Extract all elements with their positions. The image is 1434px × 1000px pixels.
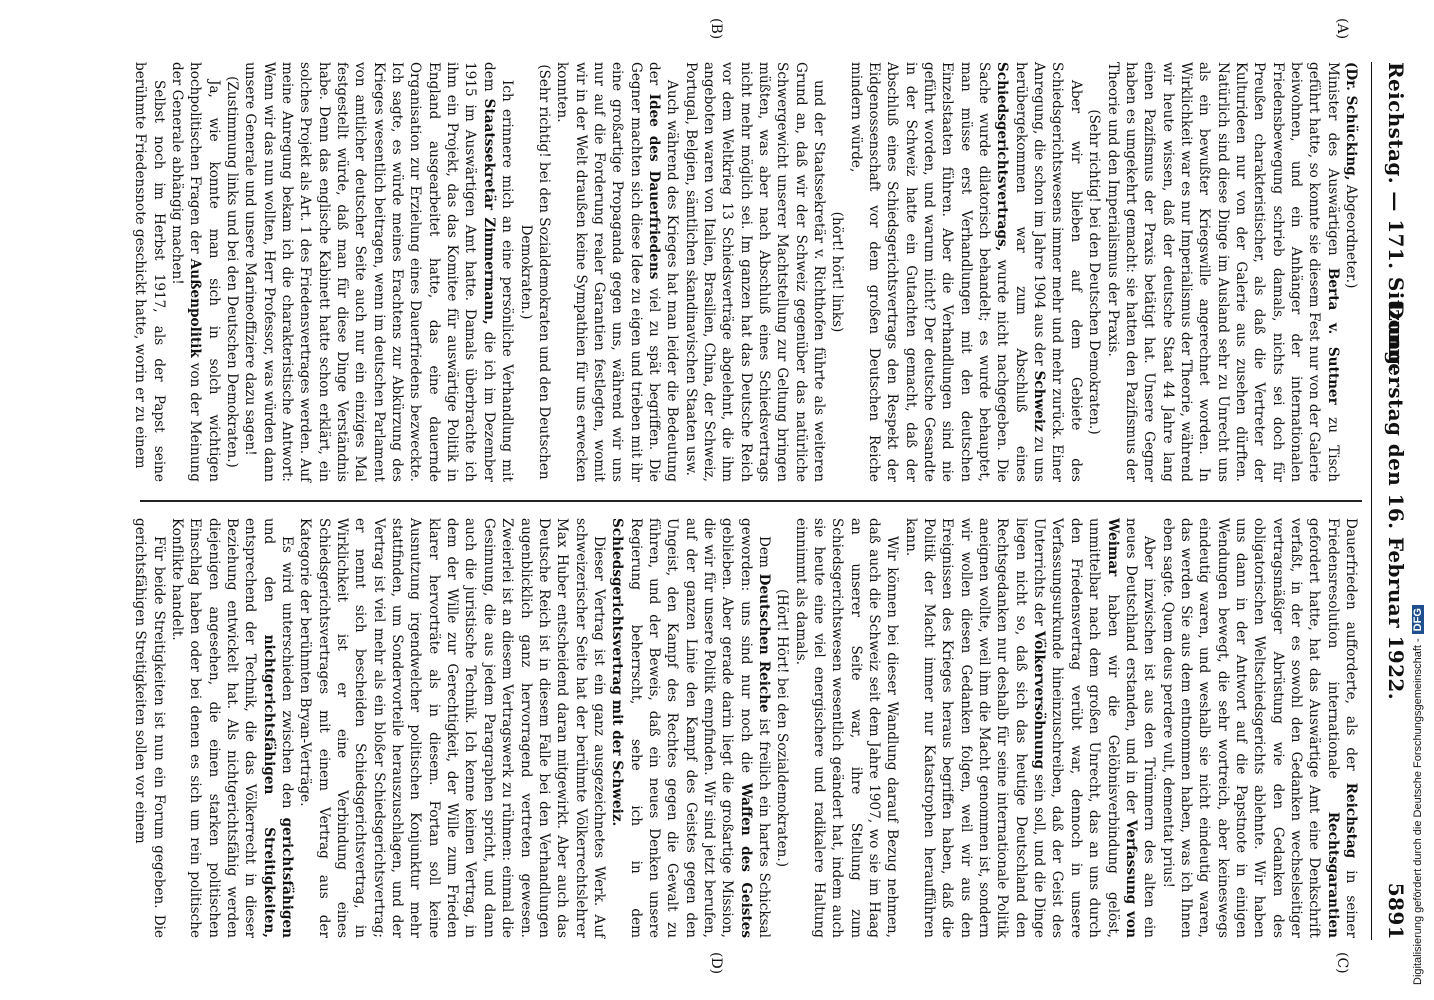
margin-marker-c: (C)	[1334, 952, 1350, 974]
paragraph	[1158, 518, 1360, 938]
right-column	[131, 518, 1360, 938]
emphasis: Schiedsgerichtsvertrags,	[994, 62, 1011, 252]
interjection: (hört! hört! links)	[829, 211, 846, 333]
margin-marker-b: (B)	[708, 18, 724, 40]
text-run: sein soll, und die Dinge liegen nicht so, daß sich das heutige Deutschland den Rechtsgedanken nur deshalb für seine internationale Politik aneignen wollte, weil ihm die Macht genommen ist, sondern wir wollen diesen Gedanken folgen, weil wir aus den Ereignissen des Krieges heraus begriffen haben, daß die Politik der Macht immer nur Katastrophen heraufführen kann.	[902, 518, 1048, 939]
text-run: und den	[260, 518, 277, 603]
emphasis: nichtgerichtsfähigen Streitigkeiten,	[260, 634, 277, 938]
digitization-note	[1412, 5, 1424, 985]
interjection: (Hört! Hört! bei den Sozialdemokraten.)	[774, 588, 791, 868]
emphasis: Staatssekretär Zimmermann,	[480, 98, 497, 325]
paragraph	[901, 518, 1158, 938]
text-run: Auch während des Krieges hat man leider die Bedeutung der	[645, 62, 681, 482]
page-header	[1371, 62, 1414, 940]
text-run: Ja, wie konnte man sich in solch wichtigen hochpolitischen Fragen der	[187, 62, 222, 482]
paragraph	[241, 62, 516, 482]
emphasis: Idee des Dauerfriedens	[645, 93, 662, 280]
header-left: Reichstag. — 171. Sitzung.	[1384, 62, 1408, 373]
dfg-logo: DFG	[1412, 605, 1424, 634]
text-run: geblieben. Aber gerade darin liegt die großartige Mission, die wir für unsere Politik empfinden. Wir sind jetzt berufen, auf der ganzen Linie den Kampf des Geistes gegen den Ungeist, den Kampf des Rechtes gegen die Gewalt zu führen, und der Beweis, daß ein neues Denken unsere Regierung beherrscht, sehe ich in dem	[627, 518, 736, 938]
speaker-role: Abgeordneter.)	[1343, 184, 1359, 289]
emphasis: Rechtsgarantien	[1324, 811, 1341, 938]
digitization-text: Digitalisierung gefördert durch die Deutsche Forschungsgemeinschaft -	[1412, 638, 1424, 985]
text-run: viel zu spät begriffen. Die Gegner machten sich diese Idee zu eigen und trieben mit ihr eine großartige Propaganda gegen uns, während wir uns nur auf die Forderung realer Garantien festlegten, womit wir in der Welt draußen keine Sympathien für uns erwecken konnten.	[554, 62, 662, 482]
text-run: Dauerfrieden aufforderte, als der	[1343, 518, 1359, 771]
text-run: haben wir die Gelöbnisverbindung gelöst, unmittelbar nach dem großen Unrecht, das an uns durch den Friedensvertrag verübt war, dennoch in unsere Verfassungsurkunde hineinzuschreiben, daß der Geist des Unterrichts der	[1031, 518, 1121, 938]
paragraph	[846, 62, 1084, 482]
text-run: zu uns herübergekommen war zum Abschluß eines	[1012, 62, 1048, 482]
emphasis: gerichtsfähigen	[279, 817, 296, 938]
text-run: die ich im Dezember 1915 im Auswärtigen Amt hatte. Damals überbrachte ich ihm ein Projekt, das das Komitee für auswärtige Politik in England ausgearbeitet hatte, das eine dauernde Organisation zur Erzielung eines Dauerfriedens bezweckte. Ich sagte, es würde meines Erachtens zur Abkürzung des Krieges wesentlich beitragen, wenn im deutschen Parlament von amtlicher deutscher Seite auch nur ein einziges Mal festgestellt würde, daß man für diese Dinge Verständnis habe. Denn das englische Kabinett hatte schon erklärt, ein solches Projekt als Art. 1 des Friedensvertrages werden. Auf meine Anregung bekam ich die charakteristische Antwort: Wenn wir das nun wollten, Herr Professor, was würden dann unsere Generale und unsere Marineoffiziere dazu sagen!	[242, 62, 497, 483]
emphasis: Außenpolitik	[187, 258, 204, 358]
emphasis: Deutschen Reiche	[756, 573, 772, 713]
paragraph: Dieser Vertrag ist ein ganz ausgezeichnetes Werk. Auf schweizerischer Seite hat der berühmte Völkerrechtslehrer Max Huber entscheidend daran mitgewirkt. Aber auch das Deutsche Reich ist in diesem Falle bei den Verhandlungen augenblicklich ganz hervorragend vertreten gewesen. Zweierlei ist an diesem Vertragswerk zu rühmen: einmal die Gesinnung, die aus jedem Paragraphen spricht, und dann auch die juristische Technik. Ich kenne keinen Vertrag, in dem der Wille zur Gerechtigkeit, der Wille zum Frieden klarer hervorträte als in diesem. Fortan soll keine Ausnutzung irgendwelcher politischen Konjunktur mehr stattfinden, um Sondervorteile herauszuschlagen, und der Vertrag ist viel mehr als ein bloßer Schiedsgerichtsvertrag; er nennt sich bescheiden Schiedsgerichtsvertrag, in Wirklichkeit ist er eine Verbindung eines Schiedsgerichtsvertrages mit einem Vertrag aus der Kategorie der berühmten Bryan-Verträge.	[297, 518, 607, 938]
paragraph: und der Staatssekretär v. Richthofen führte als weiteren Grund an, daß wir der Schweiz gegenüber das natürliche Schwergewicht unserer Machtstellung zur Geltung bringen müßten, was aber nach Abschluß eines Schiedsvertrags nicht mehr möglich sei. Im ganzen hat das Deutsche Reich vor dem Weltkrieg 13 Schiedsverträge abgelehnt, die ihm angeboten waren von Italien, Brasilien, China, der Schweiz, Portugal, Belgien, sämtlichen skandinavischen Staaten usw.	[682, 62, 828, 482]
paragraph	[608, 518, 773, 938]
paragraph	[168, 518, 296, 938]
paragraph	[553, 62, 681, 482]
text-run: von der Meinung der Generale abhängig machen!	[169, 62, 204, 482]
text-run: entsprechend der Technik, die das Völkerrecht in dieser Beziehung entwickelt hat. Als nichtgerichtsfähig werden diejenigen angesehen, die einen starken politischen Einschlag haben oder bei denen es sich um rein politische Konflikte handelt.	[169, 518, 259, 938]
text-run: Aber wir blieben auf dem Gebiete des Schiedsgerichtswesens immer mehr und mehr zurück. Einer Anregung, die schon im Jahre 1904 aus der	[1031, 62, 1084, 482]
emphasis: Völkerversöhnung	[1031, 630, 1048, 770]
text-run: ist freilich ein hartes Schicksal geworden: uns sind nur noch die	[737, 518, 772, 938]
emphasis: Reichstag	[1343, 782, 1359, 859]
interjection: (Sehr richtig! bei den Sozialdemokraten und den Deutschen Demokraten.)	[517, 64, 552, 480]
margin-marker-d: (D)	[708, 952, 724, 975]
emphasis: Schweiz	[1031, 370, 1048, 432]
text-run: Dem	[756, 536, 772, 568]
interjection: (Zustimmung links und bei den Deutschen Demokraten.)	[224, 76, 241, 468]
paragraph: Selbst noch im Herbst 1917, als der Papst seine berühmte Friedensnote geschickt hatte, worin er zu einem	[132, 62, 167, 482]
interjection: (Sehr richtig! bei den Deutschen Demokraten.)	[1086, 109, 1103, 435]
text-run: Es wird unterschieden zwischen den	[279, 536, 296, 809]
text-run: Ich erinnere mich an eine persönliche Verhandlung mit dem	[480, 62, 516, 482]
emphasis: Waffen des Geistes	[737, 783, 754, 939]
text-run: zu Tisch geführt hatte, so konnte sie diesem Fest nur von der Galerie beiwohnen, und ein Anhänger der internationalen Friedensbewegung schrieb damals, nichts sei doch für Preußen charakteristischer, als daß die Vertreter der Kulturideen nur von der Galerie aus zusehen dürften. Natürlich sind diese Dinge im Ausland sehr zu Unrecht uns als ein bewußter Kriegswille angerechnet worden. In Wirklichkeit war es nur Imperialismus der Theorie, während wir heute wissen, daß der deutsche Staat 44 Jahre lang einen Pazifismus der Praxis betätigt hat. Unsere Gegner haben es umgekehrt gemacht: sie hatten den Pazifismus der Theorie und den Imperialismus der Praxis.	[1104, 62, 1341, 482]
page-number: 5891	[1384, 882, 1408, 940]
text-run: in seiner Friedensresolution internationale	[1324, 518, 1359, 939]
emphasis: Verfassung von Weimar	[1104, 518, 1139, 938]
paragraph: Für beide Streitigkeiten ist nun ein Forum gegeben. Die gerichtsfähigen Streitigkeiten sollen vor einem	[132, 518, 167, 938]
paragraph	[168, 62, 223, 482]
text-run: wurde nicht nachgegeben. Die Sache wurde dilatorisch behandelt; es wurde behauptet, man müsse erst Verhandlungen mit den deutschen Einzelstaaten führen. Aber die Verhandlungen sind nie geführt worden, und warum nicht? Der deutsche Gesandte in der Schweiz hatte ein Gutachten gemacht, daß der Abschluß eines Schiedsgerichtsvertrags den Respekt der Eidgenossenschaft vor dem großen Deutschen Reiche mindern würde,	[847, 62, 1011, 482]
left-column	[131, 62, 1360, 482]
text-run: Aber inzwischen ist aus den Trümmern des alten ein neues Deutschland erstanden, und in der	[1122, 518, 1158, 938]
speaker-name: (Dr. Schücking,	[1343, 62, 1359, 181]
emphasis: Berta v. Suttner	[1324, 267, 1341, 405]
emphasis: Schiedsgerichtsvertrag mit der Schweiz.	[609, 518, 626, 827]
text-run: Minister des Auswärtigen	[1324, 62, 1341, 256]
header-date: Donnerstag den 16. Februar 1922.	[1384, 301, 1408, 701]
text-run: gefordert hatte, hat das Auswärtige Amt eine Denkschrift verfaßt, in der es sowohl den Gedanken wechselseitiger vertragsmäßiger Abrüstung wie den Gedanken des obligatorischen Weltschiedsgerichts ablehnte. Wir haben uns dann in der Antwort auf die Papstnote in einigen Wendungen bewegt, die sehr wortreich, aber keineswegs eindeutig waren, und weshalb sie nicht eindeutig waren, das werden Sie aus dem entnommen haben, was ich Ihnen eben sagte. Quem deus perdere vult, dementat prius!	[1159, 518, 1323, 938]
paragraph: Wir können bei dieser Wandlung darauf Bezug nehmen, daß auch die Schweiz seit dem Jahre 1907, wo sie im Haag an unserer Seite war, ihre Stellung zum Schiedsgerichtswesen wesentlich geändert hat, indem auch sie heute eine viel energischere und radikalere Haltung einnimmt als damals.	[792, 518, 901, 938]
paragraph	[1103, 62, 1360, 482]
column-divider	[140, 500, 1362, 502]
margin-marker-a: (A)	[1334, 18, 1350, 40]
